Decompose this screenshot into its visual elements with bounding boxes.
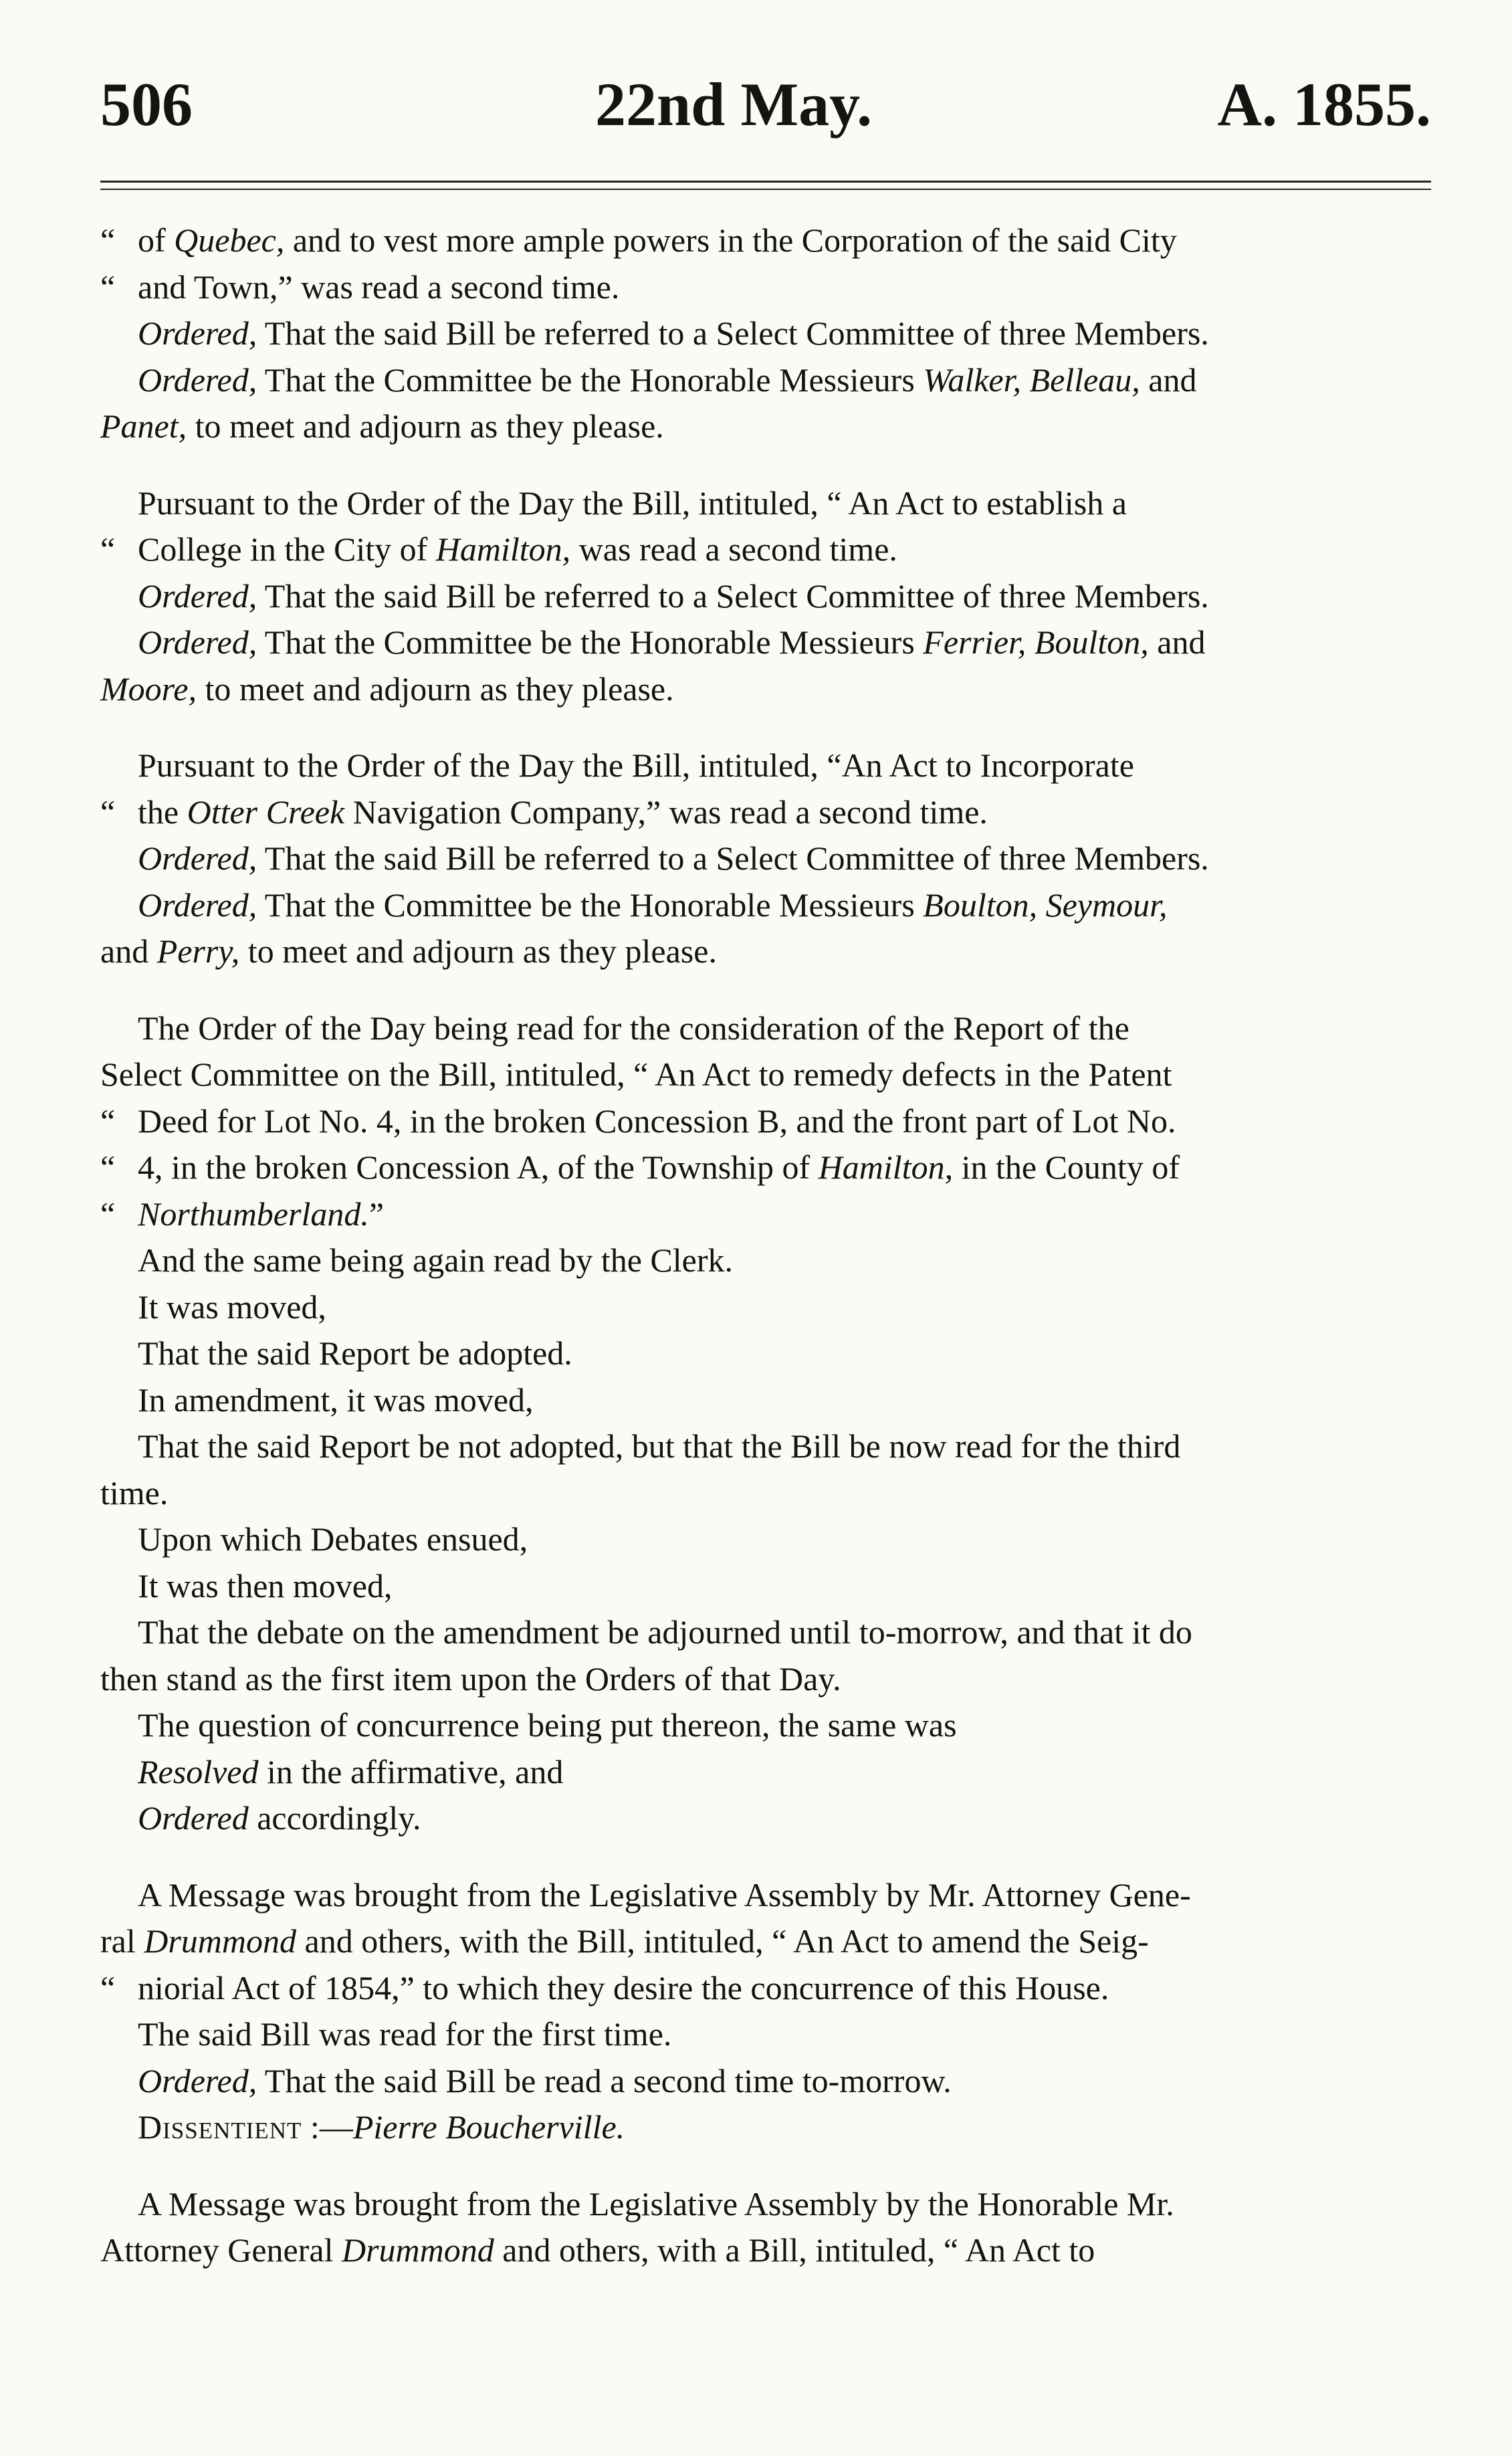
text-line: In amendment, it was moved, (138, 1380, 534, 1419)
body-text (100, 217, 1431, 2274)
page-date: 22nd May. (595, 70, 873, 138)
text-line: Resolved in the affirmative, and (138, 1752, 564, 1790)
text-line: Ordered accordingly. (138, 1799, 421, 1837)
text-line: “ 4, in the broken Concession A, of the Township of Hamilton, in the County of (100, 1148, 1180, 1186)
text-line: Ordered, That the Committee be the Honorable Messieurs Walker, Belleau, and (138, 361, 1197, 399)
text-line: Upon which Debates ensued, (138, 1520, 528, 1558)
page-number: 506 (100, 70, 193, 138)
text-line: A Message was brought from the Legislative Assembly by the Honorable Mr. (138, 2184, 1174, 2223)
text-line: Select Committee on the Bill, intituled, “ An Act to remedy defects in the Patent (100, 1055, 1172, 1093)
text-line: It was moved, (138, 1288, 326, 1326)
text-line: A Message was brought from the Legislative Assembly by Mr. Attorney Gene- (138, 1875, 1191, 1914)
text-line: That the said Report be not adopted, but that the Bill be now read for the third (138, 1427, 1181, 1465)
text-line: “ Northumberland.” (100, 1195, 385, 1233)
header-rule (100, 181, 1431, 183)
text-line: and Perry, to meet and adjourn as they please. (100, 932, 717, 970)
text-line: Ordered, That the said Bill be referred to a Select Committee of three Members. (138, 577, 1209, 615)
text-line: Ordered, That the said Bill be read a second time to-morrow. (138, 2061, 952, 2100)
text-line: The said Bill was read for the first time. (138, 2015, 672, 2053)
text-line: Pursuant to the Order of the Day the Bill, intituled, “An Act to Incorporate (138, 746, 1134, 784)
page-content (100, 47, 1431, 2269)
text-line: The question of concurrence being put thereon, the same was (138, 1706, 957, 1744)
text-line: That the debate on the amendment be adjourned until to-morrow, and that it do (138, 1613, 1192, 1651)
text-line: The Order of the Day being read for the consideration of the Report of the (138, 1009, 1129, 1047)
text-line: Attorney General Drummond and others, with a Bill, intituled, “ An Act to (100, 2231, 1095, 2269)
page-year: A. 1855. (1217, 70, 1431, 138)
text-line: It was then moved, (138, 1566, 393, 1605)
text-line: time. (100, 1473, 169, 1512)
header-rule-thin (100, 189, 1431, 190)
text-line: “ College in the City of Hamilton, was read a second time. (100, 530, 897, 568)
text-line: That the said Report be adopted. (138, 1334, 572, 1372)
text-line: “ Deed for Lot No. 4, in the broken Concession B, and the front part of Lot No. (100, 1102, 1176, 1140)
text-line: Ordered, That the Committee be the Honorable Messieurs Boulton, Seymour, (138, 886, 1168, 924)
text-line: And the same being again read by the Clerk. (138, 1241, 733, 1279)
text-line: “ niorial Act of 1854,” to which they desire the concurrence of this House. (100, 1968, 1109, 2007)
text-line: Moore, to meet and adjourn as they please. (100, 670, 674, 708)
text-line: ral Drummond and others, with the Bill, intituled, “ An Act to amend the Seig- (100, 1922, 1149, 1960)
text-line: Pursuant to the Order of the Day the Bill, intituled, “ An Act to establish a (138, 484, 1127, 522)
text-line: “ the Otter Creek Navigation Company,” was read a second time. (100, 793, 988, 831)
text-line: “ of Quebec, and to vest more ample powers in the Corporation of the said City (100, 221, 1177, 259)
text-line: “ and Town,” was read a second time. (100, 268, 620, 306)
running-header (100, 47, 1431, 147)
text-line: then stand as the first item upon the Orders of that Day. (100, 1659, 841, 1698)
text-line: Ordered, That the said Bill be referred to a Select Committee of three Members. (138, 314, 1209, 352)
dissentient-line: Dissentient :—Pierre Boucherville. (138, 2108, 625, 2146)
text-line: Ordered, That the said Bill be referred to a Select Committee of three Members. (138, 839, 1209, 877)
text-line: Panet, to meet and adjourn as they please. (100, 407, 664, 445)
text-line: Ordered, That the Committee be the Honorable Messieurs Ferrier, Boulton, and (138, 623, 1206, 661)
